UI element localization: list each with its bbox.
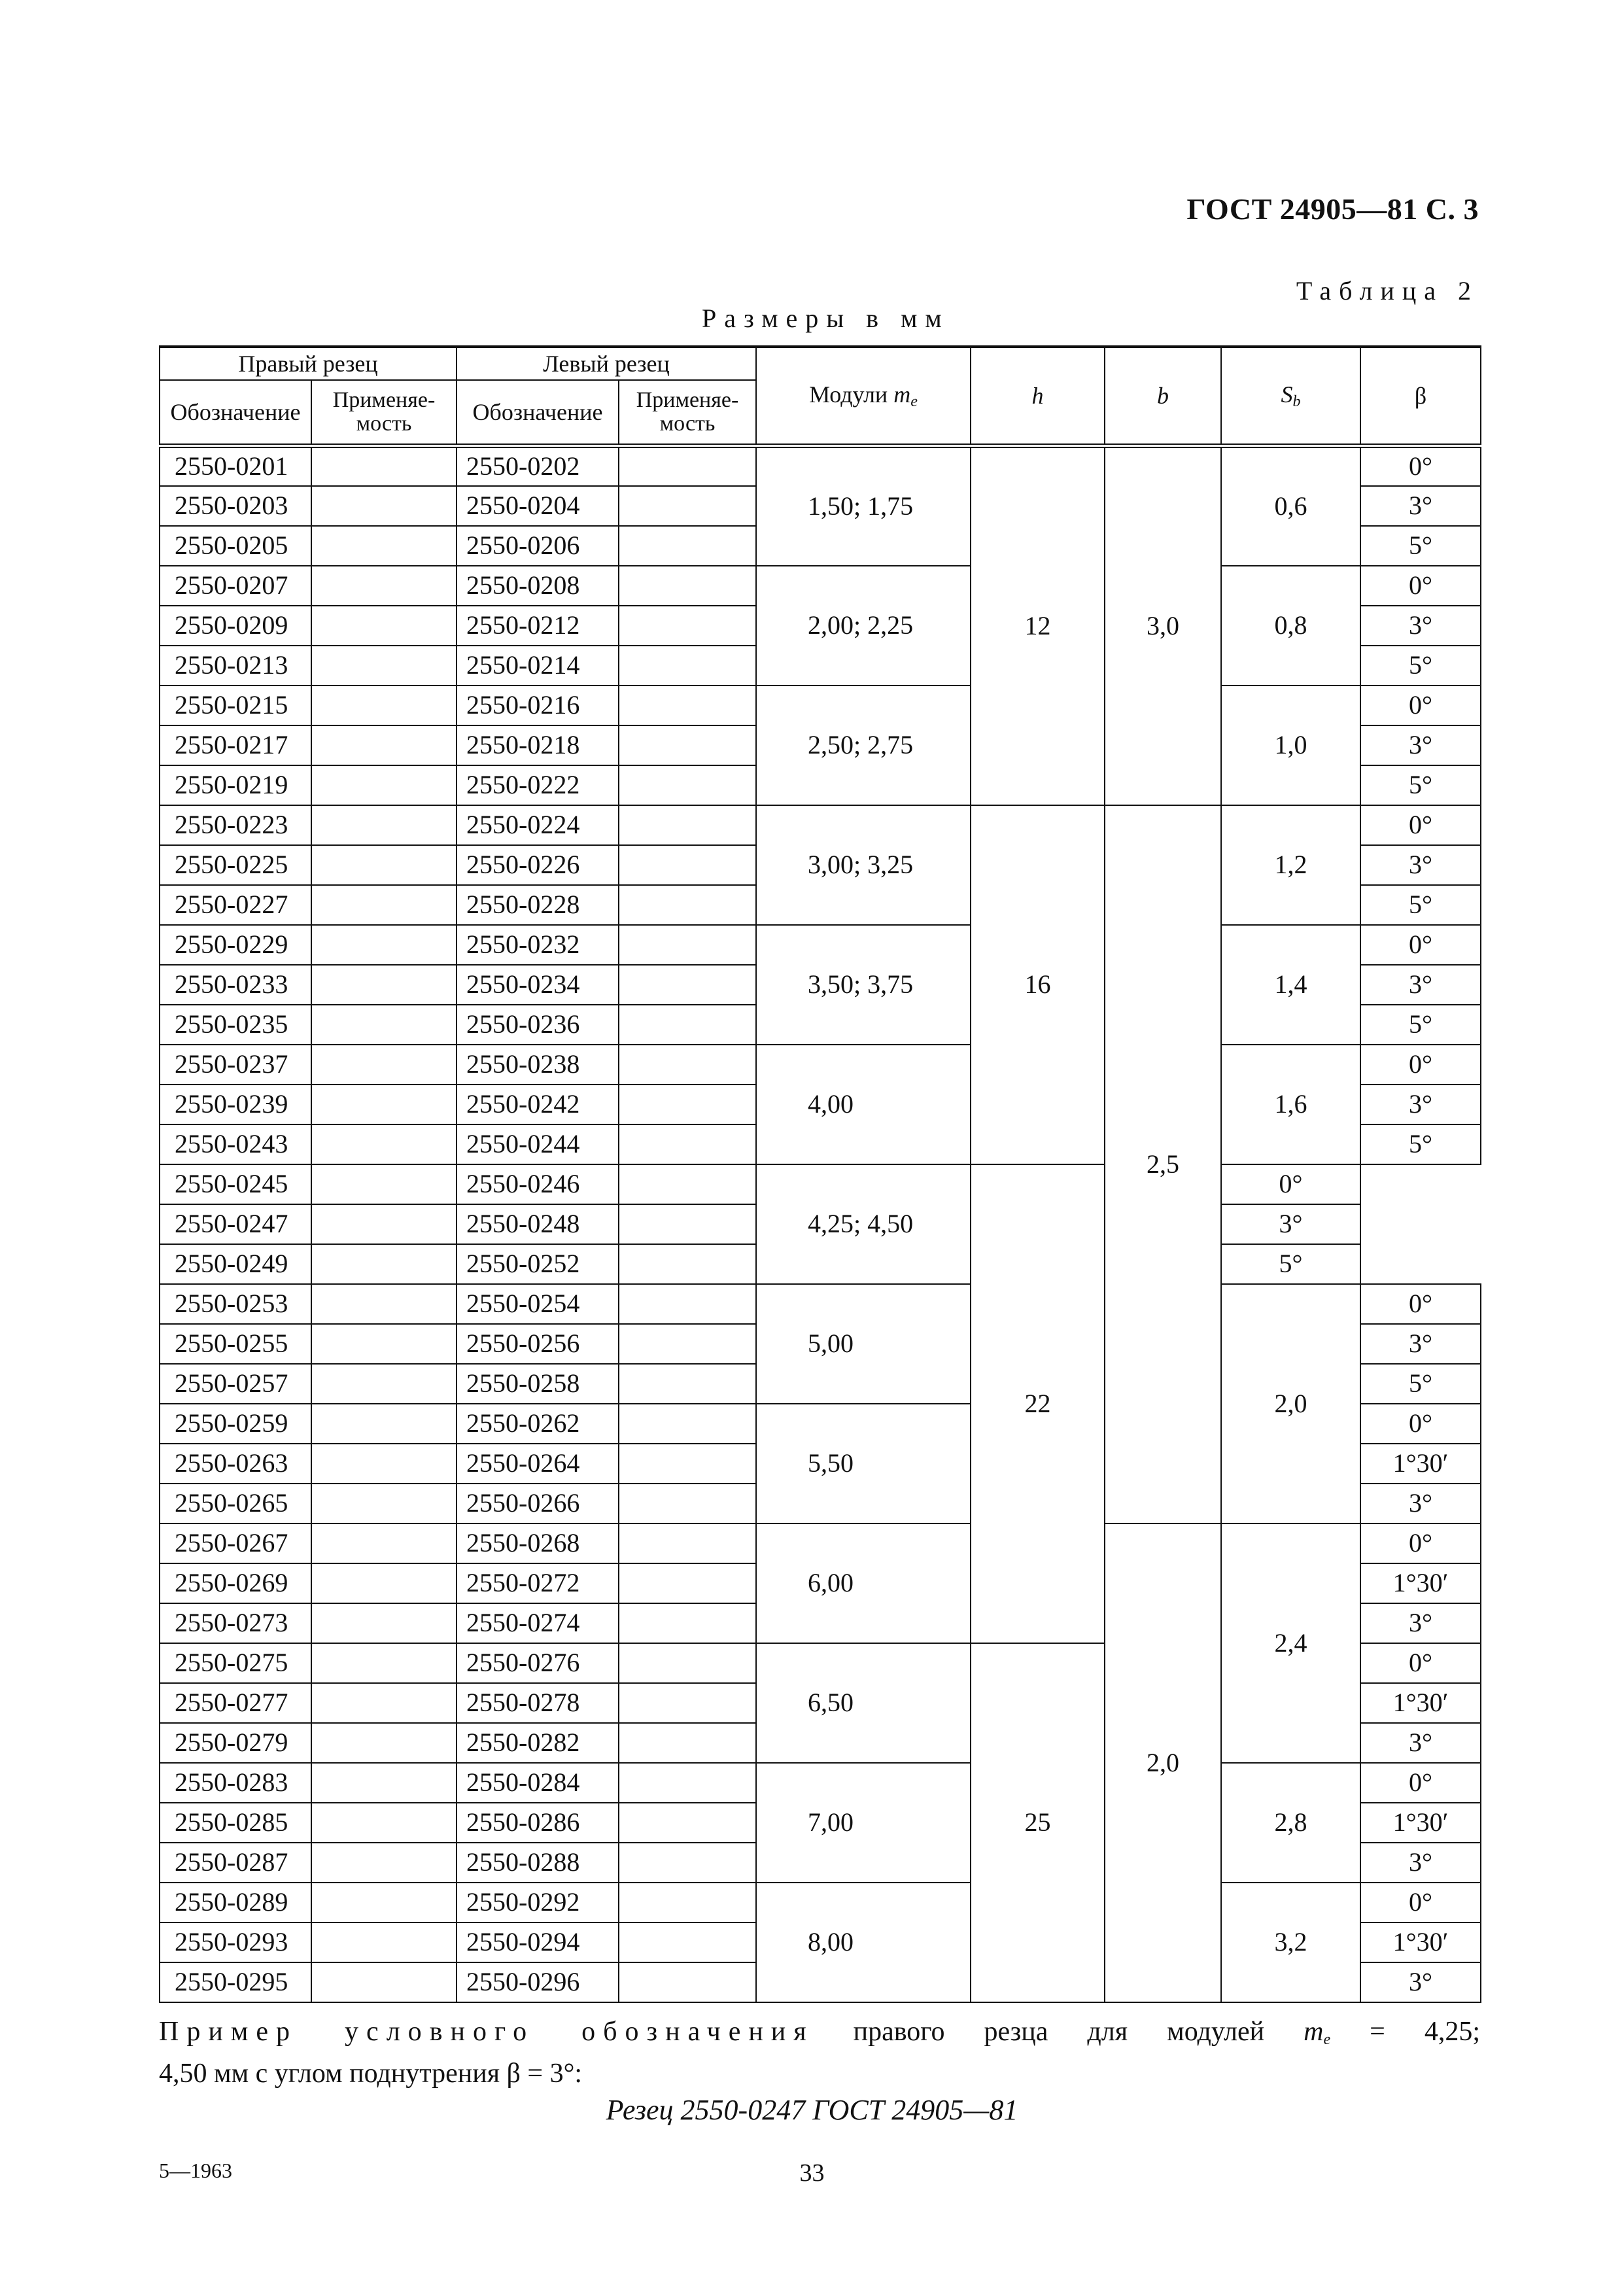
- left-applicability: [619, 1643, 756, 1683]
- right-applicability: [311, 1643, 457, 1683]
- right-applicability: [311, 1324, 457, 1364]
- beta-value: 5°: [1360, 646, 1481, 686]
- document-header: ГОСТ 24905—81 С. 3: [1186, 192, 1479, 226]
- left-cutter-header: Левый резец: [457, 347, 756, 380]
- right-designation: 2550-0205: [160, 526, 311, 566]
- module-value: 8,00: [756, 1883, 971, 2002]
- b-header: b: [1105, 347, 1221, 446]
- left-designation: 2550-0206: [457, 526, 619, 566]
- b-value: 2,0: [1105, 1523, 1221, 2002]
- right-applicability: [311, 526, 457, 566]
- left-applicability: [619, 1444, 756, 1484]
- beta-value: 5°: [1360, 885, 1481, 925]
- beta-value: 0°: [1360, 1284, 1481, 1324]
- right-designation: 2550-0203: [160, 486, 311, 526]
- right-applicability: [311, 1683, 457, 1723]
- table-row: [160, 1164, 1481, 1204]
- left-applicability: [619, 1364, 756, 1404]
- b-value: 3,0: [1105, 446, 1221, 805]
- right-designation: 2550-0283: [160, 1763, 311, 1803]
- beta-value: 3°: [1360, 606, 1481, 646]
- left-applicability: [619, 1244, 756, 1284]
- left-designation: 2550-0276: [457, 1643, 619, 1683]
- left-applicability: [619, 1284, 756, 1324]
- right-designation: 2550-0259: [160, 1404, 311, 1444]
- cutter-table: [159, 345, 1481, 2003]
- beta-value: 3°: [1360, 1484, 1481, 1523]
- right-designation: 2550-0209: [160, 606, 311, 646]
- left-applicability: [619, 446, 756, 486]
- right-designation: 2550-0253: [160, 1284, 311, 1324]
- left-designation: 2550-0236: [457, 1005, 619, 1045]
- right-applicability: [311, 1244, 457, 1284]
- left-designation: 2550-0278: [457, 1683, 619, 1723]
- table-row: [160, 1763, 1481, 1803]
- right-applicability: [311, 1045, 457, 1085]
- left-applicability: [619, 646, 756, 686]
- left-applicability: [619, 1124, 756, 1164]
- right-designation: 2550-0213: [160, 646, 311, 686]
- sb-value: 1,2: [1221, 805, 1360, 925]
- left-applicability: [619, 1883, 756, 1922]
- left-designation-header: Обозначение: [457, 380, 619, 446]
- right-applicability: [311, 725, 457, 765]
- left-designation: 2550-0286: [457, 1803, 619, 1843]
- right-designation: 2550-0247: [160, 1204, 311, 1244]
- table-row: [160, 446, 1481, 486]
- h-value: 16: [971, 805, 1105, 1164]
- beta-value: 3°: [1360, 1085, 1481, 1124]
- left-applicability: [619, 1045, 756, 1085]
- right-applicability: [311, 1444, 457, 1484]
- beta-value: 3°: [1221, 1204, 1360, 1244]
- beta-value: 1°30′: [1360, 1444, 1481, 1484]
- right-designation: 2550-0249: [160, 1244, 311, 1284]
- right-applicability: [311, 1204, 457, 1244]
- left-applicability: [619, 1723, 756, 1763]
- left-designation: 2550-0246: [457, 1164, 619, 1204]
- h-value: 25: [971, 1643, 1105, 2002]
- right-designation: 2550-0289: [160, 1883, 311, 1922]
- left-designation: 2550-0218: [457, 725, 619, 765]
- left-designation: 2550-0292: [457, 1883, 619, 1922]
- beta-value: 0°: [1360, 1404, 1481, 1444]
- left-designation: 2550-0214: [457, 646, 619, 686]
- page-number: 33: [799, 2159, 825, 2187]
- left-applicability: [619, 686, 756, 725]
- left-designation: 2550-0216: [457, 686, 619, 725]
- left-designation: 2550-0242: [457, 1085, 619, 1124]
- modules-header: Модули me: [756, 347, 971, 446]
- beta-value: 5°: [1360, 1005, 1481, 1045]
- right-designation: 2550-0215: [160, 686, 311, 725]
- beta-value: 0°: [1360, 566, 1481, 606]
- example-designation: Резец 2550-0247 ГОСТ 24905—81: [606, 2094, 1018, 2126]
- table-row: [160, 805, 1481, 845]
- right-applicability: [311, 1124, 457, 1164]
- right-designation: 2550-0239: [160, 1085, 311, 1124]
- right-applicability: [311, 606, 457, 646]
- right-cutter-header: Правый резец: [160, 347, 457, 380]
- right-applicability: [311, 686, 457, 725]
- right-designation: 2550-0229: [160, 925, 311, 965]
- beta-value: 5°: [1360, 526, 1481, 566]
- right-applicability: [311, 1803, 457, 1843]
- left-applicability: [619, 1803, 756, 1843]
- beta-value: 1°30′: [1360, 1803, 1481, 1843]
- left-applicability: [619, 1603, 756, 1643]
- module-value: 2,00; 2,25: [756, 566, 971, 686]
- right-applicability: [311, 486, 457, 526]
- right-applicability: [311, 885, 457, 925]
- right-applicability: [311, 1843, 457, 1883]
- right-designation: 2550-0287: [160, 1843, 311, 1883]
- beta-value: 3°: [1360, 965, 1481, 1005]
- right-applicability-header: Применяе- мость: [311, 380, 457, 446]
- right-designation: 2550-0223: [160, 805, 311, 845]
- beta-value: 5°: [1360, 1364, 1481, 1404]
- right-designation-header: Обозначение: [160, 380, 311, 446]
- module-value: 1,50; 1,75: [756, 446, 971, 566]
- left-designation: 2550-0202: [457, 446, 619, 486]
- left-applicability: [619, 845, 756, 885]
- left-designation: 2550-0284: [457, 1763, 619, 1803]
- left-designation: 2550-0204: [457, 486, 619, 526]
- right-applicability: [311, 1284, 457, 1324]
- left-applicability: [619, 1523, 756, 1563]
- left-applicability: [619, 1763, 756, 1803]
- right-designation: 2550-0243: [160, 1124, 311, 1164]
- table-row: [160, 686, 1481, 725]
- right-applicability: [311, 1364, 457, 1404]
- right-applicability: [311, 1563, 457, 1603]
- beta-value: 0°: [1360, 446, 1481, 486]
- sb-value: 0,6: [1221, 446, 1360, 566]
- right-designation: 2550-0219: [160, 765, 311, 805]
- right-applicability: [311, 1962, 457, 2002]
- left-designation: 2550-0274: [457, 1603, 619, 1643]
- left-designation: 2550-0282: [457, 1723, 619, 1763]
- left-designation: 2550-0224: [457, 805, 619, 845]
- table-row: [160, 1284, 1481, 1324]
- left-designation: 2550-0222: [457, 765, 619, 805]
- left-applicability: [619, 1843, 756, 1883]
- beta-value: 3°: [1360, 1723, 1481, 1763]
- left-applicability: [619, 1204, 756, 1244]
- right-applicability: [311, 1723, 457, 1763]
- right-designation: 2550-0277: [160, 1683, 311, 1723]
- table-row: [160, 1523, 1481, 1563]
- left-designation: 2550-0272: [457, 1563, 619, 1603]
- beta-value: 0°: [1360, 1883, 1481, 1922]
- left-designation: 2550-0256: [457, 1324, 619, 1364]
- right-applicability: [311, 1523, 457, 1563]
- left-applicability: [619, 885, 756, 925]
- left-designation: 2550-0264: [457, 1444, 619, 1484]
- left-designation: 2550-0244: [457, 1124, 619, 1164]
- sb-value: 2,4: [1221, 1523, 1360, 1763]
- sb-header: Sb: [1221, 347, 1360, 446]
- right-designation: 2550-0235: [160, 1005, 311, 1045]
- left-applicability: [619, 965, 756, 1005]
- right-designation: 2550-0293: [160, 1922, 311, 1962]
- right-applicability: [311, 765, 457, 805]
- left-designation: 2550-0288: [457, 1843, 619, 1883]
- left-designation: 2550-0268: [457, 1523, 619, 1563]
- b-value: 2,5: [1105, 805, 1221, 1523]
- beta-value: 3°: [1360, 1843, 1481, 1883]
- left-designation: 2550-0226: [457, 845, 619, 885]
- left-applicability-header: Применяе- мость: [619, 380, 756, 446]
- right-applicability: [311, 1164, 457, 1204]
- right-applicability: [311, 446, 457, 486]
- beta-value: 3°: [1360, 486, 1481, 526]
- table-row: [160, 925, 1481, 965]
- left-applicability: [619, 1484, 756, 1523]
- module-value: 3,50; 3,75: [756, 925, 971, 1045]
- module-value: 7,00: [756, 1763, 971, 1883]
- left-applicability: [619, 1922, 756, 1962]
- left-designation: 2550-0238: [457, 1045, 619, 1085]
- h-value: 22: [971, 1164, 1105, 1643]
- table-row: [160, 1045, 1481, 1085]
- right-designation: 2550-0225: [160, 845, 311, 885]
- left-applicability: [619, 765, 756, 805]
- left-applicability: [619, 805, 756, 845]
- right-applicability: [311, 925, 457, 965]
- right-designation: 2550-0217: [160, 725, 311, 765]
- beta-value: 3°: [1360, 725, 1481, 765]
- sb-value: 1,4: [1221, 925, 1360, 1045]
- right-applicability: [311, 1763, 457, 1803]
- right-designation: 2550-0273: [160, 1603, 311, 1643]
- beta-value: 5°: [1221, 1244, 1360, 1284]
- right-designation: 2550-0263: [160, 1444, 311, 1484]
- right-designation: 2550-0201: [160, 446, 311, 486]
- beta-value: 1°30′: [1360, 1563, 1481, 1603]
- right-applicability: [311, 1922, 457, 1962]
- left-applicability: [619, 606, 756, 646]
- beta-value: 1°30′: [1360, 1922, 1481, 1962]
- right-applicability: [311, 845, 457, 885]
- right-designation: 2550-0265: [160, 1484, 311, 1523]
- module-value: 2,50; 2,75: [756, 686, 971, 805]
- left-designation: 2550-0296: [457, 1962, 619, 2002]
- right-designation: 2550-0279: [160, 1723, 311, 1763]
- beta-value: 0°: [1360, 686, 1481, 725]
- units-caption: Размеры в мм: [702, 304, 950, 333]
- h-value: 12: [971, 446, 1105, 805]
- right-applicability: [311, 1603, 457, 1643]
- left-applicability: [619, 526, 756, 566]
- left-applicability: [619, 1683, 756, 1723]
- module-value: 5,50: [756, 1404, 971, 1523]
- left-designation: 2550-0294: [457, 1922, 619, 1962]
- left-designation: 2550-0212: [457, 606, 619, 646]
- left-applicability: [619, 1563, 756, 1603]
- left-designation: 2550-0248: [457, 1204, 619, 1244]
- right-designation: 2550-0267: [160, 1523, 311, 1563]
- right-applicability: [311, 1085, 457, 1124]
- right-designation: 2550-0233: [160, 965, 311, 1005]
- table-number: Таблица 2: [1296, 276, 1479, 305]
- right-designation: 2550-0255: [160, 1324, 311, 1364]
- sb-value: 1,0: [1221, 686, 1360, 805]
- beta-value: 1°30′: [1360, 1683, 1481, 1723]
- table-row: [160, 1883, 1481, 1922]
- right-designation: 2550-0269: [160, 1563, 311, 1603]
- left-applicability: [619, 1085, 756, 1124]
- left-designation: 2550-0258: [457, 1364, 619, 1404]
- example-line-1: Пример условного обозначения правого резца для модулей me = 4,25;: [159, 2017, 1481, 2048]
- left-designation: 2550-0208: [457, 566, 619, 606]
- right-applicability: [311, 1484, 457, 1523]
- left-applicability: [619, 1324, 756, 1364]
- left-applicability: [619, 566, 756, 606]
- table-row: [160, 566, 1481, 606]
- beta-value: 5°: [1360, 1124, 1481, 1164]
- beta-value: 5°: [1360, 765, 1481, 805]
- left-designation: 2550-0228: [457, 885, 619, 925]
- sb-value: 1,6: [1221, 1045, 1360, 1164]
- right-applicability: [311, 805, 457, 845]
- beta-header: β: [1360, 347, 1481, 446]
- beta-value: 0°: [1360, 1523, 1481, 1563]
- table-body: [160, 446, 1481, 2002]
- right-applicability: [311, 1404, 457, 1444]
- right-applicability: [311, 1883, 457, 1922]
- left-applicability: [619, 1962, 756, 2002]
- module-value: 4,00: [756, 1045, 971, 1164]
- right-applicability: [311, 1005, 457, 1045]
- sb-value: 0,8: [1221, 566, 1360, 686]
- beta-value: 3°: [1360, 845, 1481, 885]
- left-designation: 2550-0262: [457, 1404, 619, 1444]
- left-designation: 2550-0266: [457, 1484, 619, 1523]
- sb-value: 2,8: [1221, 1763, 1360, 1883]
- left-designation: 2550-0254: [457, 1284, 619, 1324]
- right-designation: 2550-0285: [160, 1803, 311, 1843]
- right-designation: 2550-0227: [160, 885, 311, 925]
- module-value: 4,25; 4,50: [756, 1164, 971, 1284]
- left-designation: 2550-0252: [457, 1244, 619, 1284]
- left-designation: 2550-0234: [457, 965, 619, 1005]
- example-lead: Пример условного обозначения: [159, 2017, 814, 2047]
- right-designation: 2550-0275: [160, 1643, 311, 1683]
- module-value: 6,00: [756, 1523, 971, 1643]
- sb-value: 2,0: [1221, 1284, 1360, 1523]
- module-value: 3,00; 3,25: [756, 805, 971, 925]
- beta-value: 0°: [1360, 925, 1481, 965]
- h-header: h: [971, 347, 1105, 446]
- left-applicability: [619, 1005, 756, 1045]
- left-applicability: [619, 486, 756, 526]
- beta-value: 0°: [1360, 805, 1481, 845]
- designation-example: [159, 2015, 1480, 2091]
- left-applicability: [619, 1404, 756, 1444]
- beta-value: 3°: [1360, 1603, 1481, 1643]
- print-code: 5—1963: [159, 2159, 232, 2182]
- beta-value: 3°: [1360, 1962, 1481, 2002]
- left-applicability: [619, 925, 756, 965]
- right-designation: 2550-0245: [160, 1164, 311, 1204]
- right-designation: 2550-0295: [160, 1962, 311, 2002]
- module-value: 5,00: [756, 1284, 971, 1404]
- beta-value: 0°: [1360, 1643, 1481, 1683]
- right-applicability: [311, 965, 457, 1005]
- left-designation: 2550-0232: [457, 925, 619, 965]
- left-applicability: [619, 725, 756, 765]
- right-applicability: [311, 566, 457, 606]
- left-applicability: [619, 1164, 756, 1204]
- sb-value: 3,2: [1221, 1883, 1360, 2002]
- right-designation: 2550-0257: [160, 1364, 311, 1404]
- right-applicability: [311, 646, 457, 686]
- beta-value: 3°: [1360, 1324, 1481, 1364]
- example-line-2: 4,50 мм с углом поднутрения β = 3°:: [159, 2059, 583, 2089]
- beta-value: 0°: [1221, 1164, 1360, 1204]
- right-designation: 2550-0207: [160, 566, 311, 606]
- right-designation: 2550-0237: [160, 1045, 311, 1085]
- beta-value: 0°: [1360, 1763, 1481, 1803]
- module-value: 6,50: [756, 1643, 971, 1763]
- beta-value: 0°: [1360, 1045, 1481, 1085]
